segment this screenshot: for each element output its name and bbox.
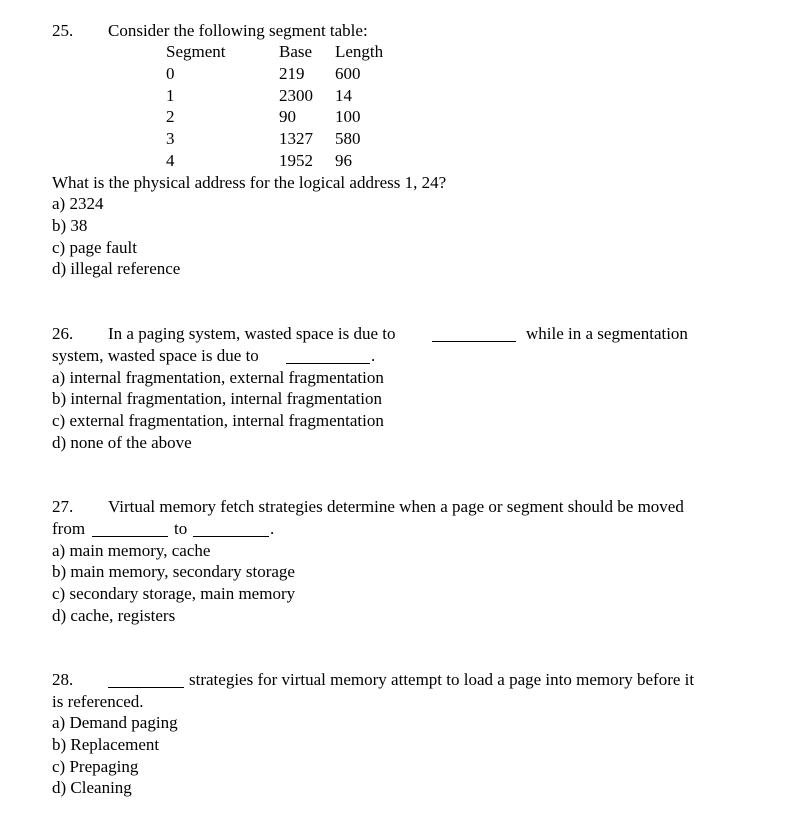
q28-line2: is referenced. [52,692,144,711]
table-cell: 2300 [279,86,313,105]
table-cell: 14 [335,86,352,105]
q27-line2-a: from [52,519,86,538]
q27-number: 27. [52,497,74,516]
q26-option-d: d) none of the above [52,433,192,452]
q27-line1: Virtual memory fetch strategies determine when a page or segment should be moved [108,497,684,516]
table-header-length: Length [335,42,384,61]
q28-number: 28. [52,670,74,689]
q25-question: What is the physical address for the logical address 1, 24? [52,173,447,192]
q25-option-a: a) 2324 [52,194,104,213]
q25-prompt: Consider the following segment table: [108,21,368,40]
table-cell: 580 [335,129,361,148]
q26-number: 26. [52,324,74,343]
q27-option-d: d) cache, registers [52,606,176,625]
table-header-segment: Segment [166,42,226,61]
q26-option-b: b) internal fragmentation, internal fragmentation [52,389,382,408]
q27-option-c: c) secondary storage, main memory [52,584,296,603]
q26-line2-end: . [371,346,376,365]
q25-number: 25. [52,21,74,40]
q26-blank-2 [286,349,370,364]
table-header-base: Base [279,42,313,61]
table-cell: 2 [166,107,175,126]
table-cell: 1327 [279,129,313,148]
q27-option-b: b) main memory, secondary storage [52,562,295,581]
q28-option-a: a) Demand paging [52,713,178,732]
q25-option-c: c) page fault [52,238,137,257]
table-cell: 1952 [279,151,313,170]
q28-line1: strategies for virtual memory attempt to load a page into memory before it [189,670,695,689]
table-cell: 100 [335,107,361,126]
table-cell: 3 [166,129,175,148]
q28-option-d: d) Cleaning [52,778,132,797]
q26-blank-1 [432,327,516,342]
q26-line1-a: In a paging system, wasted space is due to [108,324,396,343]
q27-line2-end: . [270,519,275,538]
q25-option-d: d) illegal reference [52,259,181,278]
table-cell: 600 [335,64,361,83]
q27-option-a: a) main memory, cache [52,541,211,560]
q26-line1-b: while in a segmentation [526,324,688,343]
table-cell: 90 [279,107,296,126]
table-cell: 96 [335,151,352,170]
q25-option-b: b) 38 [52,216,88,235]
q27-blank-2 [193,522,269,537]
q26-option-a: a) internal fragmentation, external fragmentation [52,368,384,387]
q26-line2-a: system, wasted space is due to [52,346,259,365]
q27-blank-1 [92,522,168,537]
table-cell: 4 [166,151,175,170]
q28-blank [108,673,184,688]
q27-line2-b: to [174,519,188,538]
table-cell: 1 [166,86,175,105]
q26-option-c: c) external fragmentation, internal fragmentation [52,411,384,430]
table-cell: 0 [166,64,175,83]
q28-option-c: c) Prepaging [52,757,139,776]
table-cell: 219 [279,64,305,83]
q28-option-b: b) Replacement [52,735,160,754]
